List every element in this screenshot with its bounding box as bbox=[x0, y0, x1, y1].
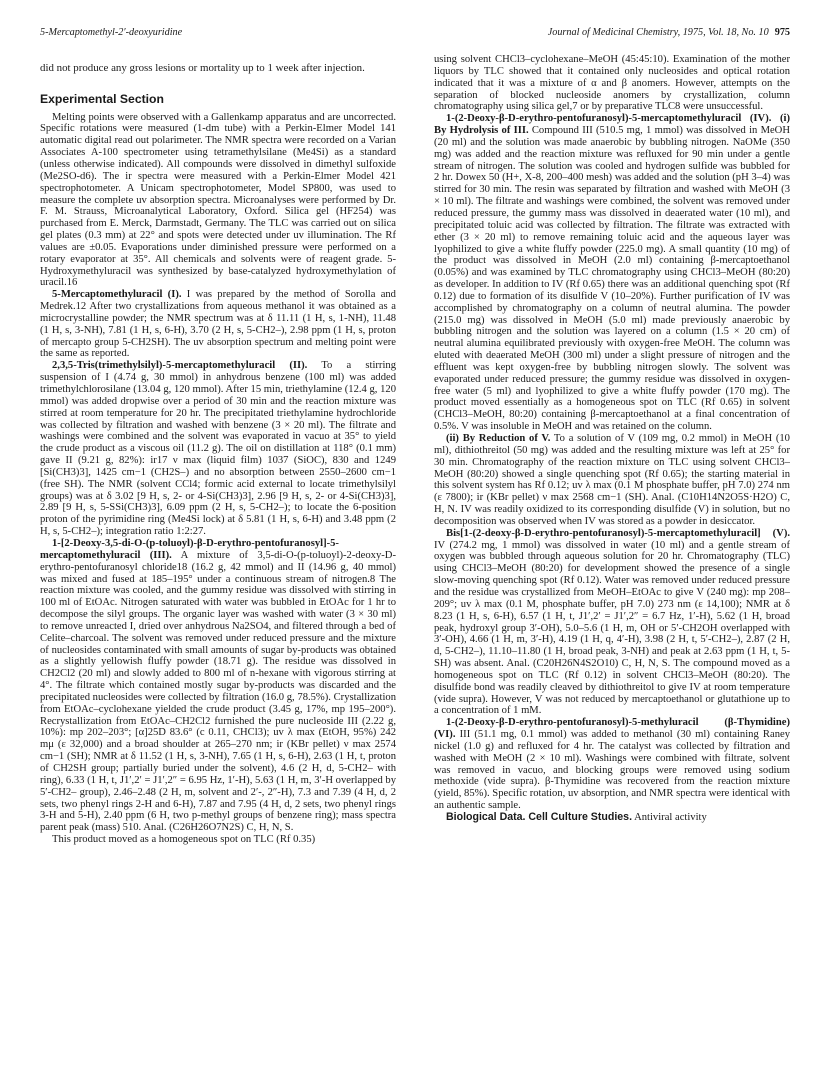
compound-5-heading: Bis[1-(2-deoxy-β-D-erythro-pentofuranosyl)-5-mercaptomethyluracil] (V). bbox=[446, 527, 790, 539]
compound-1-paragraph bbox=[40, 289, 396, 360]
compound-6-text: III (51.1 mg, 0.1 mmol) was added to methanol (30 ml) containing Raney nickel (1.0 g) and refluxed for 4 hr. The catalyst was collected by filtration and washed with MeOH (2 × 10 ml). Washings were combined with filtrate, solvent was removed in vacuo, and blocking groups were removed using sodium methoxide (vide supra). β-Thymidine was recovered from the reaction mixture (yield, 85%). Specific rotation, uv absorption, and NMR spectra were identical with an authentic sample. bbox=[434, 729, 790, 812]
section-heading-experimental: Experimental Section bbox=[40, 91, 164, 106]
compound-2-paragraph bbox=[40, 360, 396, 538]
article-short-title: 5-Mercaptomethyl-2′-deoxyuridine bbox=[40, 27, 183, 38]
journal-name: Journal of Medicinal Chemistry, 1975, Vol. 18, No. 10 bbox=[547, 27, 769, 38]
reduction-paragraph bbox=[434, 433, 790, 528]
compound-6-heading: 1-(2-Deoxy-β-D-erythro-pentofuranosyl)-5-methyluracil (β-Thymidine) (VI). bbox=[434, 717, 790, 741]
compound-1-heading: 5-Mercaptomethyluracil (I). bbox=[52, 289, 182, 301]
left-column bbox=[40, 54, 396, 1054]
compound-3-text: A mixture of 3,5-di-O-(p-toluoyl)-2-deoxy-D-erythro-pentofuranosyl chloride18 (16.2 g, 42 mmol) and II (14.96 g, 40 mmol) was mixed and fused at 185–195° under a continuous stream of nitrogen.8 The reaction mixture was cooled, and the gummy residue was dissolved with stirring in 100 ml of EtOAc. Nitrogen saturated with water was bubbled in EtOAc for 1 hr to decompose the silyl groups. The organic layer was washed with water (3 × 30 ml) to remove unreacted I, dried over anhydrous Na2SO4, and filtered through a bed of Celite–charcoal. The solvent was removed under reduced pressure and the mixture of nucleosides contaminated with small amounts of sugar by-products was obtained as a slightly yellowish fluffy powder (18.71 g). The residue was dissolved in CH2Cl2 (20 ml) and slowly added to 800 ml of n-hexane with vigorous stirring at 4°. The filtrate which contained mostly sugar by-products was discarded and the precipitated nucleosides were collected by filtration (16.0 g, 78.5%). Crystallization from EtOAc–cyclohexane yielded the crude product (3.45 g, 17%, mp 195–200°). Recrystallization from EtOAc–CH2Cl2 furnished the pure nucleoside III (2.22 g, 10%): mp 202–203°; [α]25D 83.6° (c 0.11, CHCl3); uv λ max (EtOH, 95%) 242 mμ (ε 32,000) and a broad shoulder at 265–270 nm; ir (KBr pellet) ν max 2574 cm−1 (SH); NMR at δ 11.52 (1 H, s, 3-NH), 7.65 (1 H, s, 6-H), 2.63 (1 H, t, proton of CH2SH group; partially buried under the solvent), 4.6 (2 H, d, 5-CH2– with ring), 6.33 (1 H, t, J1′,2′ = J1′,2″ = 6.95 Hz, 1′-H), 5.63 (1 H, m, 3′-H overlapped by 5′-CH2– group), 2.46–2.48 (2 H, m, solvent and 2′-, 2″-H), 7.3 and 7.39 (4 H, d, 2 sets, two phenyl rings 2-H and 6-H), 7.87 and 7.95 (4 H, d, 2 sets, two phenyl rings 3-H and 5-H), 2.40 ppm (6 H, two p-methyl groups of benzene ring); mass spectra parent peak (mass) 510. Anal. (C26H26O7N2S) C, H, N, S. bbox=[40, 549, 396, 834]
compound-4-paragraph bbox=[434, 113, 790, 433]
compound-3-paragraph bbox=[40, 538, 396, 834]
biological-data-text: Antiviral activity bbox=[634, 812, 707, 823]
compound-5-text: IV (274.2 mg, 1 mmol) was dissolved in water (10 ml) and a gentle stream of oxygen was bubbled through aqueous solution for 20 hr. Chromatography (TLC) using CHCl3–MeOH (80:20) for development showed the presence of a single slow-moving quenching spot (Rf 0.12). Water was removed under reduced pressure and the residue was crystallized from MeOH–EtOAc to give V (240 mg): mp 208–209°; uv λ max (0.1 M, phosphate buffer, pH 7.0) 273 nm (ε 14,100); NMR at δ 8.23 (1 H, s, 6-H), 6.57 (1 H, t, J1′,2′ = J1′,2″ = 6.7 Hz, 1′-H), 5.62 (1 H, broad peak, hydroxyl group 3′-OH), 5.0–5.6 (1 H, m, OH or 5′-CH2OH overlapped with 3′-OH), 4.66 (1 H, m, 3′-H), 4.19 (1 H, q, 4′-H), 3.98 (2 H, t, 5′-CH2–), 2.87 (2 H, d, 5-CH2–), 11.10–11.80 (1 H, broad peak, 3-NH) and peak at 2.63 ppm (1 H, t, 5-SH) was absent. Anal. (C20H26N4S2O10) C, H, N, S. The compound moved as a homogeneous spot on TLC (Rf 0.12) in solvent CHCl3–MeOH (80:20). The disulfide bond was readily cleaved by dithiothreitol to give IV at room temperature (vide supra). However, V was not reduced by mercaptoethanol or glutathione up to a concentration of 1 mM. bbox=[434, 539, 790, 717]
reduction-text: To a solution of V (109 mg, 0.2 mmol) in MeOH (10 ml), dithiothreitol (50 mg) was added and the resulting mixture was left at 25° for 30 min. Chromatography of the reaction mixture on TLC using solvent CHCl3–MeOH (80:20) showed a single quenching spot (Rf 0.65); the starting material in this solvent system has Rf 0.12; uv λ max (0.1 M phosphate buffer, pH 7.0) 274 nm (ε 7800); ir (KBr pellet) ν max 2568 cm−1 (SH). Anal. (C10H14N2O5S·H2O) C, H, N. IV was readily oxidized to its corresponding disulfide (V) in solution, but no decomposition was observed when IV was stored as a powder in desiccator. bbox=[434, 433, 790, 527]
general-methods-paragraph: Melting points were observed with a Gallenkamp apparatus and are uncorrected. Specific rotations were measured (1-dm tube) with a Perkin-Elmer Model 141 automatic digital read out polarimeter. The NMR spectra were recorded on a Varian Associates A-100 spectrometer using tetramethylsilane (Me4Si) as a standard (unless otherwise indicated). All compounds were dissolved in dimethyl sulfoxide (Me2SO-d6). The ir spectra were measured with a Perkin-Elmer Model 421 spectrophotometer. A Unicam spectrophotometer, Model SP800, was used to measure the complete uv absorption spectra. Microanalyses were performed by Dr. F. M. Strauss, Microanalytical Laboratory, Oxford. Silica gel (HF254) was purchased from E. Merck, Darmstadt, Germany. The TLC was carried out on silica gel plates (0.3 mm) at 22° and spots were detected under uv illumination. The Rf values are ±0.05. Evaporations under diminished pressure were performed on a rotary evaporator at 35°. All chemicals and solvents were of reagent grade. 5-Hydroxymethyluracil was synthesized by base-catalyzed hydroxymethylation of uracil.16 bbox=[40, 111, 396, 289]
carryover-paragraph: using solvent CHCl3–cyclohexane–MeOH (45:45:10). Examination of the mother liquors by TLC showed that it contained only nucleosides and optical rotation indicated that it was a mixture of α and β anomers. However, attempts on the separation of blocked nucleoside anomers by crystallization, column chromatography using silica gel,7 or by preparative TLC8 were unsuccessful. bbox=[434, 54, 790, 113]
compound-6-paragraph bbox=[434, 717, 790, 812]
biological-data-paragraph bbox=[434, 812, 790, 824]
running-head bbox=[40, 24, 790, 42]
compound-3-heading: 1-[2-Deoxy-3,5-di-O-(p-toluoyl)-β-D-erythro-pentofuranosyl]-5-mercaptomethyluracil (III). bbox=[40, 537, 339, 561]
page-number: 975 bbox=[774, 27, 790, 38]
intro-paragraph: did not produce any gross lesions or mortality up to 1 week after injection. bbox=[40, 62, 365, 74]
compound-2-text: To a stirring suspension of I (4.74 g, 30 mmol) in anhydrous benzene (100 ml) was added trimethylchlorosilane (13.04 g, 120 mmol). After 15 min, triethylamine (12.4 g, 120 mmol) was added dropwise over a period of 30 min and the reaction mixture was stirred at room temperature for 20 hr. The precipitated triethylamine hydrochloride was collected by filtration and washed with benzene (3 × 20 ml). The filtrate and washings were combined and the solvent was evaporated in vacuo at 35° to yield the crude product as a viscous oil (11.2 g). The oil on distillation at 118° (0.1 mm) gave II (9.21 g, 82%): ir17 ν max (liquid film) 1037 (SiOC), 830 and 1249 [Si(CH3)3], 1425 cm−1 (CH2S–) and no absorption between 2550–2600 cm−1 (free SH). The NMR (solvent CCl4; formic acid external to locate trimethylsilyl groups) was at δ 3.02 [9 H, s, 2- or 4-Si(CH3)3], 2.96 [9 H, s, 2- or 4-Si(CH3)3], 2.89 [9 H, s, 5-SSi(CH3)3], 6.09 ppm (2 H, s, 5-CH2–); to locate the 6-position proton of the pyrimidine ring (Me4Si lock) at δ 5.81 (1 H, s, 6-H) and 3.48 ppm (2 H, s, 5-CH2–); integration ratio 1:2:27. bbox=[40, 360, 396, 538]
compound-5-paragraph bbox=[434, 528, 790, 718]
journal-citation bbox=[548, 24, 790, 42]
compound-4-text: Compound III (510.5 mg, 1 mmol) was dissolved in MeOH (20 ml) and the solution was made anaerobic by bubbling nitrogen. NaOMe (350 mg) was added and the reaction mixture was refluxed for 90 min under a gentle stream of nitrogen. The solution was cooled and hydrogen sulfide was bubbled for 2 hr. Dowex 50 (H+, X-8, 200–400 mesh) was added and the solution (pH 3–4) was stirred for 30 min. The resin was separated by filtration and washed with MeOH (3 × 10 ml). The filtrate and washings were combined, the solvent was removed under reduced pressure, the gummy mass was dissolved in deaerated water (10 ml), and precipitated toluic acid was collected by filtration. The filtrate was extracted with ether (3 × 20 ml) to remove remaining toluic acid and the aqueous layer was lyophilized to give a white fluffy powder (225.0 mg). A small quantity (10 mg) of the product was dissolved in MeOH (2.0 ml) containing β-mercaptoethanol (0.05%) and was examined by TLC chromatography using CHCl3–MeOH (80:20) as developer. In addition to IV (Rf 0.65) there was an additional quenching spot (Rf 0.12) due to formation of its disulfide V (10–20%). Further purification of IV was accomplished by chromatography on a column of neutral alumina. The powder (215.0 mg) was dissolved in MeOH (5.0 ml) made previously anaerobic by bubbling nitrogen and the solution was layered on a column (1.5 × 20 cm) of neutral alumina equilibrated previously with oxygen-free MeOH. The column was eluted with deaerated MeOH (300 ml) under a slight pressure of nitrogen and the effluent was kept oxygen-free by bubbling nitrogen slowly. The solvent was evaporated under reduced pressure; the gummy residue was dissolved in oxygen-free water (5 ml) and lyophilized to give a white fluffy powder (170 mg). The product moved essentially as a homogeneous spot on TLC (Rf 0.65) in solvent (CHCl3–MeOH, 80:20) containing β-mercaptoethanol at a final concentration of 0.5%. V was insoluble in MeOH and was retained on the column. bbox=[434, 125, 790, 433]
compound-4-heading: 1-(2-Deoxy-β-D-erythro-pentofuranosyl)-5-mercaptomethyluracil (IV). (i) By Hydrolysis of III. bbox=[434, 113, 790, 137]
biological-data-heading: Biological Data. Cell Culture Studies. bbox=[446, 811, 633, 823]
compound-2-heading: 2,3,5-Tris(trimethylsilyl)-5-mercaptomethyluracil (II). bbox=[52, 360, 308, 372]
compound-1-text: I was prepared by the method of Sorolla and Medrek.12 After two crystallizations from aqueous methanol it was obtained as a microcrystalline powder; the NMR spectrum was at δ 11.11 (1 H, s, 1-NH), 11.48 (1 H, s, 3-NH), 7.81 (1 H, s, 6-H), 3.70 (2 H, s, 5-CH2–), 2.98 ppm (1 H, s, proton of mercapto group 5-CH2SH). The uv absorption spectrum and melting point were the same as reported. bbox=[40, 289, 396, 360]
right-column bbox=[434, 54, 790, 1054]
closing-paragraph: This product moved as a homogeneous spot on TLC (Rf 0.35) bbox=[52, 834, 316, 846]
reduction-heading: (ii) By Reduction of V. bbox=[446, 433, 551, 444]
